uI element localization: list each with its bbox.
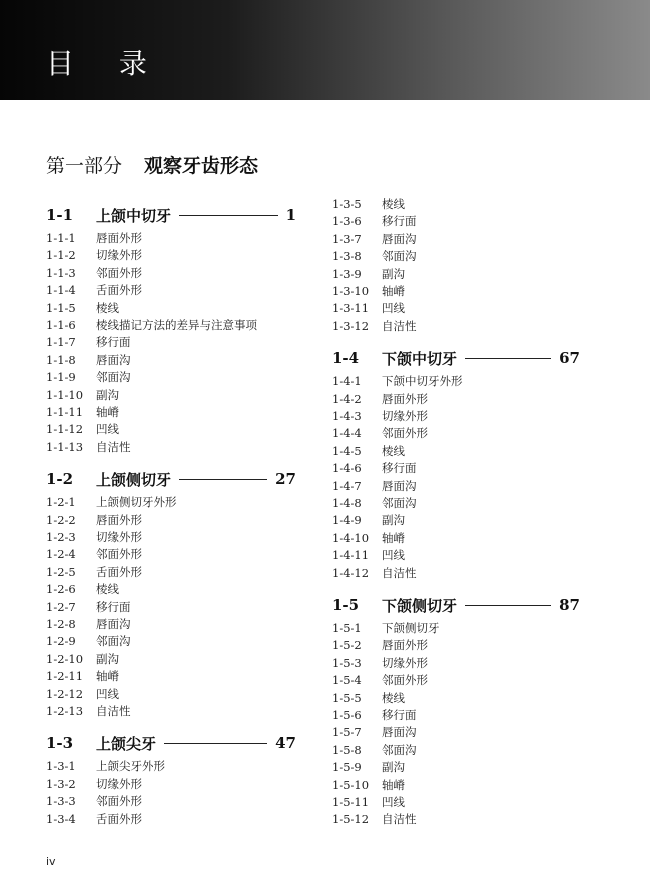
entry-number: 1-5-3 bbox=[332, 655, 362, 670]
toc-entry bbox=[46, 776, 142, 793]
entry-number: 1-1-5 bbox=[46, 300, 76, 315]
section-page-number: 47 bbox=[275, 734, 296, 753]
toc-entry bbox=[46, 529, 142, 546]
entry-number: 1-3-5 bbox=[332, 197, 362, 211]
entry-number: 1-5-2 bbox=[332, 638, 362, 653]
toc-entry bbox=[332, 672, 428, 689]
toc-entry bbox=[332, 248, 417, 265]
toc-entry bbox=[46, 703, 131, 720]
entry-number: 1-5-6 bbox=[332, 708, 362, 722]
toc-entry bbox=[46, 265, 142, 282]
entry-number: 1-5-8 bbox=[332, 742, 362, 757]
section-number: 1-2 bbox=[46, 470, 74, 489]
section-page-number: 1 bbox=[285, 206, 296, 224]
section-title: 下颌侧切牙 bbox=[382, 596, 458, 615]
entry-title: 移行面 bbox=[382, 708, 417, 722]
toc-entry bbox=[46, 317, 257, 334]
entry-title: 副沟 bbox=[382, 513, 405, 528]
part-heading bbox=[46, 153, 258, 179]
toc-entry bbox=[46, 369, 131, 386]
entry-number: 1-5-4 bbox=[332, 673, 362, 688]
entry-title: 唇面沟 bbox=[96, 352, 131, 367]
entry-title: 副沟 bbox=[96, 651, 119, 666]
leader-line bbox=[179, 479, 267, 480]
section-heading bbox=[332, 347, 580, 369]
toc-entry bbox=[46, 300, 119, 317]
section-title: 上颌侧切牙 bbox=[96, 470, 172, 489]
entry-number: 1-1-11 bbox=[46, 405, 84, 419]
entry-title: 邻面外形 bbox=[96, 547, 142, 562]
toc-entry bbox=[46, 668, 119, 685]
entry-number: 1-1-3 bbox=[46, 265, 76, 280]
entry-title: 唇面沟 bbox=[96, 617, 131, 631]
entry-number: 1-2-8 bbox=[46, 617, 76, 631]
entry-title: 邻面沟 bbox=[382, 496, 417, 510]
entry-number: 1-2-6 bbox=[46, 582, 76, 597]
toc-entry bbox=[46, 439, 131, 456]
toc-entry bbox=[332, 425, 428, 442]
entry-title: 下颌侧切牙 bbox=[382, 621, 440, 635]
entry-title: 棱线描记方法的差异与注意事项 bbox=[96, 318, 257, 332]
entry-number: 1-2-7 bbox=[46, 599, 76, 614]
toc-entry bbox=[46, 793, 142, 810]
toc-entry bbox=[46, 651, 119, 668]
entry-title: 副沟 bbox=[382, 760, 405, 775]
entry-title: 自洁性 bbox=[382, 812, 417, 827]
entry-title: 切缘外形 bbox=[96, 248, 142, 263]
toc-entry bbox=[46, 334, 131, 351]
section-title: 下颌中切牙 bbox=[382, 349, 458, 368]
entry-number: 1-3-2 bbox=[46, 776, 76, 791]
entry-title: 轴嵴 bbox=[96, 405, 119, 419]
toc-entry bbox=[332, 637, 428, 654]
entry-title: 唇面外形 bbox=[96, 512, 142, 527]
entry-number: 1-4-8 bbox=[332, 496, 362, 510]
entry-number: 1-1-13 bbox=[46, 439, 84, 454]
entry-number: 1-2-11 bbox=[46, 669, 84, 684]
entry-title: 自洁性 bbox=[96, 704, 131, 718]
toc-entry bbox=[332, 213, 417, 230]
entry-number: 1-3-1 bbox=[46, 759, 76, 774]
toc-entry bbox=[46, 421, 119, 438]
entry-title: 自洁性 bbox=[382, 318, 417, 333]
toc-entry bbox=[332, 196, 405, 213]
entry-number: 1-1-1 bbox=[46, 231, 76, 245]
entry-number: 1-1-10 bbox=[46, 387, 84, 402]
section-title: 上颌尖牙 bbox=[96, 734, 157, 753]
footer-page-number: iv bbox=[46, 855, 56, 868]
toc-entry bbox=[332, 724, 417, 741]
entry-number: 1-5-5 bbox=[332, 690, 362, 705]
entry-title: 唇面沟 bbox=[382, 231, 417, 246]
toc-entry bbox=[332, 620, 440, 637]
entry-number: 1-5-10 bbox=[332, 777, 370, 792]
entry-number: 1-4-3 bbox=[332, 409, 362, 423]
entry-title: 邻面沟 bbox=[382, 249, 417, 264]
section-number: 1-1 bbox=[46, 206, 74, 224]
toc-entry bbox=[332, 391, 428, 408]
toc-entry bbox=[332, 547, 405, 564]
toc-entry bbox=[332, 443, 405, 460]
header-banner bbox=[0, 0, 650, 100]
entry-number: 1-4-6 bbox=[332, 461, 362, 476]
entry-title: 移行面 bbox=[382, 214, 417, 229]
entry-title: 副沟 bbox=[96, 387, 119, 402]
entry-title: 凹线 bbox=[96, 686, 119, 701]
toc-entry bbox=[46, 512, 142, 529]
toc-entry bbox=[46, 564, 142, 581]
entry-number: 1-1-8 bbox=[46, 352, 76, 367]
toc-entry bbox=[46, 758, 165, 775]
entry-title: 棱线 bbox=[382, 690, 405, 705]
entry-number: 1-5-1 bbox=[332, 621, 362, 635]
entry-title: 移行面 bbox=[96, 599, 131, 614]
entry-number: 1-5-11 bbox=[332, 795, 370, 809]
toc-entry bbox=[332, 408, 428, 425]
entry-number: 1-1-4 bbox=[46, 283, 76, 298]
entry-number: 1-1-12 bbox=[46, 422, 84, 437]
section-heading bbox=[332, 594, 580, 616]
entry-number: 1-5-12 bbox=[332, 812, 370, 827]
entry-title: 邻面外形 bbox=[96, 265, 142, 280]
toc-entry bbox=[332, 283, 405, 300]
entry-title: 舌面外形 bbox=[96, 811, 142, 826]
entry-title: 唇面外形 bbox=[382, 391, 428, 406]
toc-entry bbox=[332, 811, 417, 828]
entry-number: 1-3-3 bbox=[46, 794, 76, 809]
toc-entry bbox=[46, 387, 119, 404]
toc-entry bbox=[46, 230, 142, 247]
toc-entry bbox=[332, 318, 417, 335]
entry-number: 1-3-10 bbox=[332, 284, 370, 298]
toc-entry bbox=[332, 266, 405, 283]
entry-title: 邻面沟 bbox=[382, 742, 417, 757]
entry-title: 轴嵴 bbox=[382, 777, 405, 792]
entry-title: 副沟 bbox=[382, 266, 405, 281]
entry-number: 1-3-9 bbox=[332, 266, 362, 281]
entry-number: 1-1-9 bbox=[46, 370, 76, 385]
entry-number: 1-2-10 bbox=[46, 651, 84, 666]
section-heading bbox=[46, 732, 296, 754]
entry-number: 1-3-12 bbox=[332, 318, 370, 333]
entry-title: 凹线 bbox=[382, 301, 405, 316]
leader-line bbox=[179, 215, 278, 216]
entry-number: 1-5-7 bbox=[332, 725, 362, 740]
toc-entry bbox=[332, 565, 417, 582]
section-page-number: 67 bbox=[559, 349, 580, 368]
toc-entry bbox=[46, 599, 131, 616]
entry-title: 移行面 bbox=[96, 335, 131, 350]
toc-entry bbox=[46, 494, 177, 511]
entry-number: 1-4-1 bbox=[332, 374, 362, 389]
toc-entry bbox=[332, 478, 417, 495]
toc-entry bbox=[332, 655, 428, 672]
entry-number: 1-2-5 bbox=[46, 564, 76, 579]
entry-number: 1-2-2 bbox=[46, 512, 76, 527]
toc-entry bbox=[46, 404, 119, 421]
entry-number: 1-1-6 bbox=[46, 318, 76, 332]
toc-entry bbox=[332, 231, 417, 248]
section-number: 1-4 bbox=[332, 349, 360, 368]
entry-title: 凹线 bbox=[382, 548, 405, 563]
section-heading bbox=[46, 468, 296, 490]
entry-title: 凹线 bbox=[382, 795, 405, 809]
entry-number: 1-1-2 bbox=[46, 248, 76, 263]
entry-number: 1-3-8 bbox=[332, 249, 362, 264]
toc-entry bbox=[332, 530, 405, 547]
entry-number: 1-4-4 bbox=[332, 426, 362, 441]
entry-title: 唇面沟 bbox=[382, 478, 417, 493]
entry-number: 1-1-7 bbox=[46, 335, 76, 350]
toc-entry bbox=[332, 742, 417, 759]
entry-number: 1-4-9 bbox=[332, 513, 362, 528]
entry-title: 唇面外形 bbox=[96, 231, 142, 245]
part-label: 第一部分 bbox=[46, 155, 123, 177]
entry-number: 1-3-4 bbox=[46, 811, 76, 826]
entry-number: 1-2-4 bbox=[46, 547, 76, 562]
toc-entry bbox=[332, 460, 417, 477]
entry-number: 1-2-1 bbox=[46, 495, 76, 510]
toc-entry bbox=[332, 373, 463, 390]
entry-number: 1-3-11 bbox=[332, 301, 370, 316]
entry-number: 1-3-7 bbox=[332, 231, 362, 246]
entry-title: 棱线 bbox=[382, 197, 405, 211]
entry-number: 1-4-11 bbox=[332, 548, 370, 563]
entry-title: 切缘外形 bbox=[96, 530, 142, 544]
entry-title: 下颌中切牙外形 bbox=[382, 374, 463, 389]
toc-entry bbox=[46, 616, 131, 633]
toc-entry bbox=[46, 546, 142, 563]
entry-title: 切缘外形 bbox=[382, 409, 428, 423]
entry-number: 1-2-12 bbox=[46, 686, 84, 701]
leader-line bbox=[465, 605, 551, 606]
toc-entry bbox=[332, 794, 405, 811]
toc-entry bbox=[332, 495, 417, 512]
entry-title: 轴嵴 bbox=[382, 284, 405, 298]
entry-title: 自洁性 bbox=[382, 565, 417, 580]
entry-number: 1-2-9 bbox=[46, 634, 76, 649]
section-title: 上颌中切牙 bbox=[96, 206, 172, 225]
entry-title: 舌面外形 bbox=[96, 283, 142, 298]
section-number: 1-5 bbox=[332, 596, 360, 614]
page-title: 目 录 bbox=[46, 47, 165, 80]
section-heading bbox=[46, 204, 296, 226]
toc-entry bbox=[332, 300, 405, 317]
toc-entry bbox=[332, 690, 405, 707]
entry-title: 唇面外形 bbox=[382, 638, 428, 653]
entry-title: 邻面沟 bbox=[96, 634, 131, 649]
section-page-number: 87 bbox=[559, 596, 580, 614]
toc-entry bbox=[46, 352, 131, 369]
entry-title: 邻面外形 bbox=[96, 794, 142, 809]
entry-title: 邻面外形 bbox=[382, 426, 428, 441]
entry-number: 1-5-9 bbox=[332, 760, 362, 775]
entry-number: 1-4-5 bbox=[332, 443, 362, 458]
entry-number: 1-3-6 bbox=[332, 214, 362, 229]
toc-entry bbox=[332, 707, 417, 724]
entry-number: 1-4-2 bbox=[332, 391, 362, 406]
section-number: 1-3 bbox=[46, 734, 74, 753]
entry-title: 棱线 bbox=[382, 443, 405, 458]
entry-number: 1-4-7 bbox=[332, 478, 362, 493]
entry-title: 自洁性 bbox=[96, 439, 131, 454]
toc-entry bbox=[46, 633, 131, 650]
part-title: 观察牙齿形态 bbox=[144, 155, 259, 177]
entry-title: 唇面沟 bbox=[382, 725, 417, 740]
toc-entry bbox=[332, 777, 405, 794]
toc-entry bbox=[46, 282, 142, 299]
section-page-number: 27 bbox=[275, 470, 296, 489]
toc-entry bbox=[46, 247, 142, 264]
toc-entry bbox=[46, 581, 119, 598]
entry-number: 1-2-13 bbox=[46, 704, 84, 718]
leader-line bbox=[465, 358, 551, 359]
entry-title: 棱线 bbox=[96, 300, 119, 315]
entry-title: 轴嵴 bbox=[96, 669, 119, 684]
leader-line bbox=[164, 743, 267, 744]
entry-title: 邻面沟 bbox=[96, 370, 131, 385]
entry-number: 1-4-10 bbox=[332, 530, 370, 545]
toc-entry bbox=[332, 759, 405, 776]
toc-entry bbox=[332, 512, 405, 529]
entry-title: 轴嵴 bbox=[382, 530, 405, 545]
entry-number: 1-2-3 bbox=[46, 530, 76, 544]
entry-title: 舌面外形 bbox=[96, 564, 142, 579]
entry-title: 凹线 bbox=[96, 422, 119, 437]
entry-number: 1-4-12 bbox=[332, 565, 370, 580]
entry-title: 上颌尖牙外形 bbox=[96, 759, 165, 774]
entry-title: 移行面 bbox=[382, 461, 417, 476]
entry-title: 切缘外形 bbox=[96, 776, 142, 791]
entry-title: 切缘外形 bbox=[382, 655, 428, 670]
entry-title: 上颌侧切牙外形 bbox=[96, 495, 177, 510]
toc-entry bbox=[46, 686, 119, 703]
entry-title: 棱线 bbox=[96, 582, 119, 597]
toc-entry bbox=[46, 811, 142, 828]
entry-title: 邻面外形 bbox=[382, 673, 428, 688]
